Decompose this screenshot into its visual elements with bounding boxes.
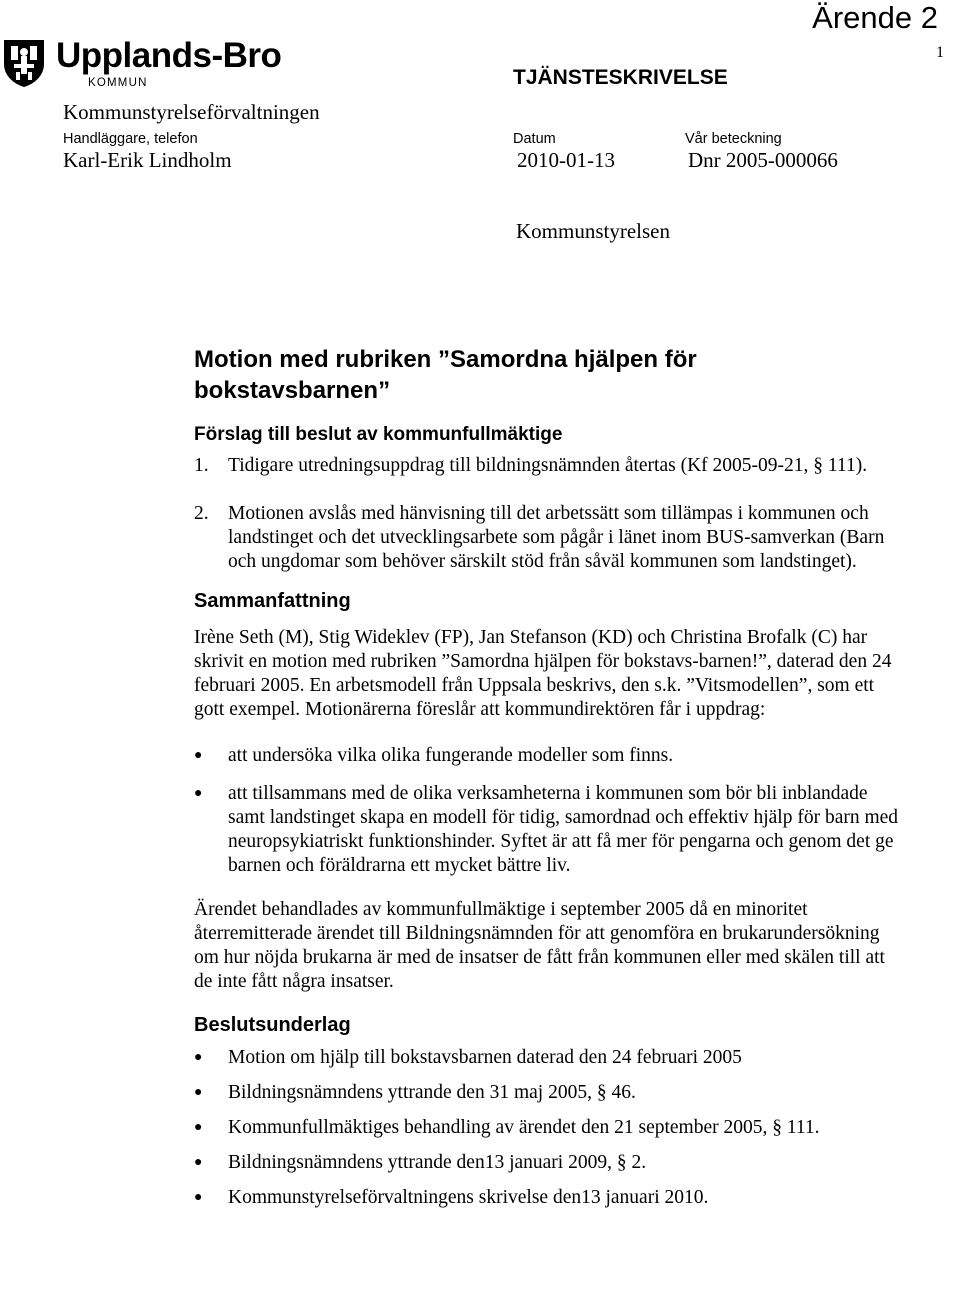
basis-item: ● Motion om hjälp till bokstavsbarnen daterad den 24 februari 2005 <box>194 1046 906 1070</box>
summary-bullet: ● att undersöka vilka olika fungerande modeller som finns. <box>194 744 906 768</box>
proposal-item <box>194 454 906 478</box>
municipality-logo <box>2 36 292 96</box>
history-text: Ärendet behandlades av kommunfullmäktige i september 2005 då en minoritet återremitterade ärendet till Bildningsnämnden för att genomföra en brukarundersökning om hur nöjda brukarna är med de insatser de fått från kommunen eller med skälen till att de inte fått några insatser. <box>194 899 885 992</box>
proposal-number: 1. <box>194 455 209 476</box>
summary-bullets <box>194 744 906 878</box>
basis-heading: Beslutsunderlag <box>194 1014 351 1036</box>
basis-list <box>194 1046 906 1210</box>
proposal-text: Tidigare utredningsuppdrag till bildningsnämnden återtas (Kf 2005-09-21, § 111). <box>228 455 868 476</box>
proposal-item <box>194 502 906 574</box>
logo-wordmark: Upplands-Bro <box>56 36 282 75</box>
summary-text: Irène Seth (M), Stig Wideklev (FP), Jan Stefanson (KD) och Christina Brofalk (C) har skrivit en motion med rubriken ”Samordna hjälpen för bokstavs-barnen!”, daterad den 24 februari 2005. En arbetsmodell från Uppsala beskrivs, den s.k. ”Vitsmodellen”, som ett gott exempel. Motionärerna föreslår att kommundirektören får i uppdrag: <box>194 627 892 720</box>
proposal-list <box>194 454 906 574</box>
document-body <box>194 344 906 1210</box>
recipient: Kommunstyrelsen <box>516 219 670 243</box>
proposal-text: Motionen avslås med hänvisning till det arbetssätt som tillämpas i kommunen och landstinget och det utvecklingsarbete som pågår i länet inom BUS-samverkan (Barn och ungdomar som behöver särskilt stöd från såväl kommunen som landstinget). <box>228 503 885 572</box>
summary-heading: Sammanfattning <box>194 590 351 612</box>
basis-item: ● Bildningsnämndens yttrande den13 januari 2009, § 2. <box>194 1151 906 1175</box>
beteckning-value: Dnr 2005-000066 <box>688 148 838 172</box>
handlaggare-label: Handläggare, telefon <box>63 131 198 147</box>
document-type: TJÄNSTESKRIVELSE <box>513 66 728 89</box>
proposal-heading: Förslag till beslut av kommunfullmäktige <box>194 424 563 445</box>
proposal-number: 2. <box>194 503 209 524</box>
basis-item: ● Kommunfullmäktiges behandling av ärendet den 21 september 2005, § 111. <box>194 1116 906 1140</box>
datum-value: 2010-01-13 <box>517 148 615 172</box>
summary-bullet: ● att tillsammans med de olika verksamheterna i kommunen som bör bli inblandade samt landstinget skapa en modell för tidig, samordnad och effektiv hjälp för barn med neuropsykiatriskt funktionshinder. Syftet är att få mer för pengarna och genom det ge barnen och föräldrarna ett mycket bättre liv. <box>194 782 906 878</box>
department-name: Kommunstyrelseförvaltningen <box>63 100 320 124</box>
basis-item: ● Bildningsnämndens yttrande den 31 maj 2005, § 46. <box>194 1081 906 1105</box>
handlaggare-value: Karl-Erik Lindholm <box>63 148 232 172</box>
case-number: Ärende 2 <box>812 0 938 35</box>
coat-of-arms-icon <box>2 38 46 88</box>
basis-item: ● Kommunstyrelseförvaltningens skrivelse den13 januari 2010. <box>194 1186 906 1210</box>
beteckning-label: Vår beteckning <box>685 131 782 147</box>
document-title: Motion med rubriken ”Samordna hjälpen för bokstavsbarnen” <box>194 346 697 404</box>
page-number: 1 <box>936 44 944 61</box>
logo-subtext: KOMMUN <box>88 77 148 89</box>
datum-label: Datum <box>513 131 556 147</box>
